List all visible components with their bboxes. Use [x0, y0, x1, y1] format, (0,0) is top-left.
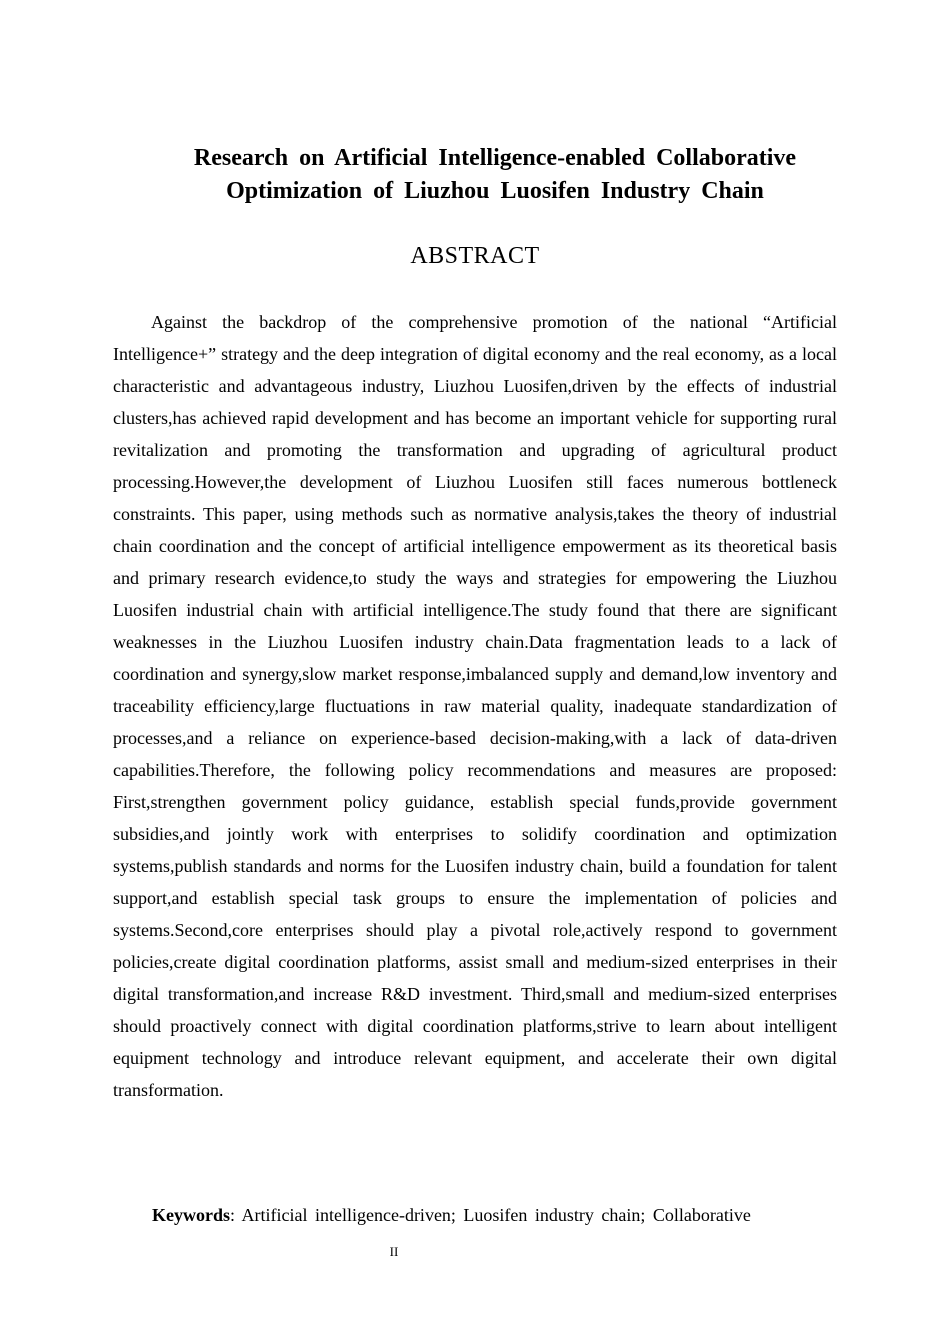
page-number: II: [389, 1244, 399, 1259]
keywords-label: Keywords: [152, 1205, 230, 1225]
paper-title: [150, 142, 840, 208]
keywords-line: [152, 1199, 852, 1231]
keywords-text: Artificial intelligence-driven; Luosifen industry chain; Collaborative: [241, 1205, 751, 1225]
paper-title-line-1: Research on Artificial Intelligence-enabled Collaborative: [193, 145, 797, 171]
abstract-paragraph: Against the backdrop of the comprehensive promotion of the national “Artificial Intelligence+” strategy and the deep integration of digital economy and the real economy, as a local characteristic and advantageous industry, Liuzhou Luosifen,driven by the effects of industrial clusters,has achieved rapid development and has become an important vehicle for supporting rural revitalization and promoting the transformation and upgrading of agricultural product processing.However,the development of Liuzhou Luosifen still faces numerous bottleneck constraints. This paper, using methods such as normative analysis,takes the theory of industrial chain coordination and the concept of artificial intelligence empowerment as its theoretical basis and primary research evidence,to study the ways and strategies for empowering the Liuzhou Luosifen industrial chain with artificial intelligence.The study found that there are significant weaknesses in the Liuzhou Luosifen industry chain.Data fragmentation leads to a lack of coordination and synergy,slow market response,imbalanced supply and demand,low inventory and traceability efficiency,large fluctuations in raw material quality, inadequate standardization of processes,and a reliance on experience-based decision-making,with a lack of data-driven capabilities.Therefore, the following policy recommendations and measures are proposed: First,strengthen government policy guidance, establish special funds,provide government subsidies,and jointly work with enterprises to solidify coordination and optimization systems,publish standards and norms for the Luosifen industry chain, build a foundation for talent support,and establish special task groups to ensure the implementation of policies and systems.Second,core enterprises should play a pivotal role,actively respond to government policies,create digital coordination platforms, assist small and medium-sized enterprises in their digital transformation,and increase R&D investment. Third,small and medium-sized enterprises should proactively connect with digital coordination platforms,strive to learn about intelligent equipment technology and introduce relevant equipment, and accelerate their own digital transformation.: [113, 312, 837, 1100]
abstract-heading: ABSTRACT: [410, 243, 540, 269]
keywords-separator: :: [230, 1205, 242, 1225]
paper-title-line-2: Optimization of Liuzhou Luosifen Industry Chain: [226, 178, 764, 204]
